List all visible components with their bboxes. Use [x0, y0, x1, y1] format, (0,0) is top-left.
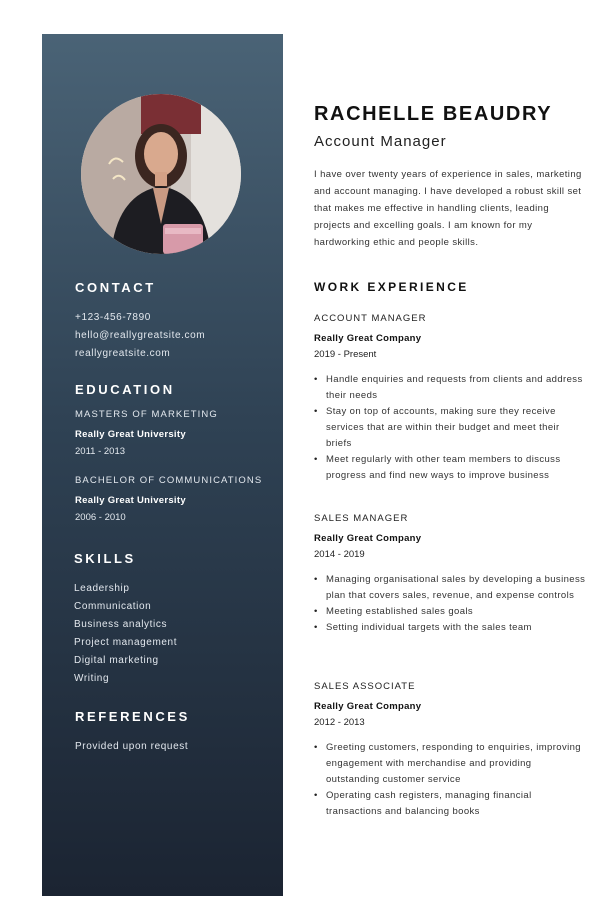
education-degree: MASTERS OF MARKETING	[75, 409, 218, 420]
job-company: Really Great Company	[314, 533, 422, 544]
job-bullet: • Stay on top of accounts, making sure they receive services that are within their budget and meet their briefs	[326, 404, 586, 452]
job-bullet: • Meet regularly with other team members to discuss progress and find new ways to improve business	[326, 452, 586, 484]
sidebar	[42, 34, 283, 896]
skills-section	[74, 551, 273, 688]
references-heading: REFERENCES	[75, 709, 190, 724]
job-company: Really Great Company	[314, 333, 422, 344]
portrait-image	[81, 94, 241, 254]
contact-section	[75, 280, 273, 363]
candidate-name: RACHELLE BEAUDRY	[314, 103, 553, 125]
education-school: Really Great University	[75, 429, 186, 440]
job-title: SALES MANAGER	[314, 513, 409, 524]
skill-item: Business analytics	[74, 619, 168, 630]
skill-item: Communication	[74, 601, 152, 612]
job-bullet: • Operating cash registers, managing financial transactions and balancing books	[326, 788, 586, 820]
job-bullet: • Greeting customers, responding to enquiries, improving engagement with merchandise and providing outstanding customer service	[326, 740, 586, 788]
job-bullet: • Handle enquiries and requests from clients and address their needs	[326, 372, 586, 404]
contact-heading: CONTACT	[75, 280, 156, 295]
job-bullet: • Managing organisational sales by developing a business plan that covers sales, revenue, and expense controls	[326, 572, 586, 604]
job-bullets	[314, 572, 586, 636]
education-years: 2011 - 2013	[75, 446, 126, 457]
skill-item: Leadership	[74, 583, 130, 594]
candidate-role: Account Manager	[314, 133, 447, 150]
profile-photo	[81, 94, 241, 254]
skill-item: Digital marketing	[74, 655, 159, 666]
job-bullets	[314, 372, 586, 484]
references-text: Provided upon request	[75, 741, 189, 752]
job-entry	[314, 681, 586, 820]
education-section	[75, 382, 273, 523]
contact-email[interactable]: hello@reallygreatsite.com	[75, 330, 206, 341]
job-bullets	[314, 740, 586, 820]
skills-heading: SKILLS	[74, 551, 136, 566]
skill-item: Writing	[74, 673, 110, 684]
education-degree: BACHELOR OF COMMUNICATIONS	[75, 475, 263, 486]
job-period: 2012 - 2013	[314, 717, 365, 728]
profile-summary: I have over twenty years of experience in sales, marketing and account managing. I have developed a robust skill set that makes me effective in handling clients, leading projects and excelling goals. I am known for my hardworking ethic and people skills.	[314, 169, 582, 248]
job-company: Really Great Company	[314, 701, 422, 712]
contact-website[interactable]: reallygreatsite.com	[75, 348, 171, 359]
education-years: 2006 - 2010	[75, 512, 126, 523]
job-bullet: • Meeting established sales goals	[326, 604, 586, 620]
job-period: 2019 - Present	[314, 349, 377, 360]
work-experience-heading: WORK EXPERIENCE	[314, 280, 469, 294]
skill-item: Project management	[74, 637, 178, 648]
job-entry	[314, 313, 586, 484]
job-bullet: • Setting individual targets with the sales team	[326, 620, 586, 636]
job-entry	[314, 513, 586, 636]
education-item	[75, 475, 273, 523]
job-title: ACCOUNT MANAGER	[314, 313, 427, 324]
job-period: 2014 - 2019	[314, 549, 365, 560]
references-section	[75, 709, 273, 756]
education-item	[75, 409, 273, 457]
education-school: Really Great University	[75, 495, 186, 506]
contact-phone: +123-456-7890	[75, 312, 151, 323]
job-title: SALES ASSOCIATE	[314, 681, 416, 692]
education-heading: EDUCATION	[75, 382, 175, 397]
